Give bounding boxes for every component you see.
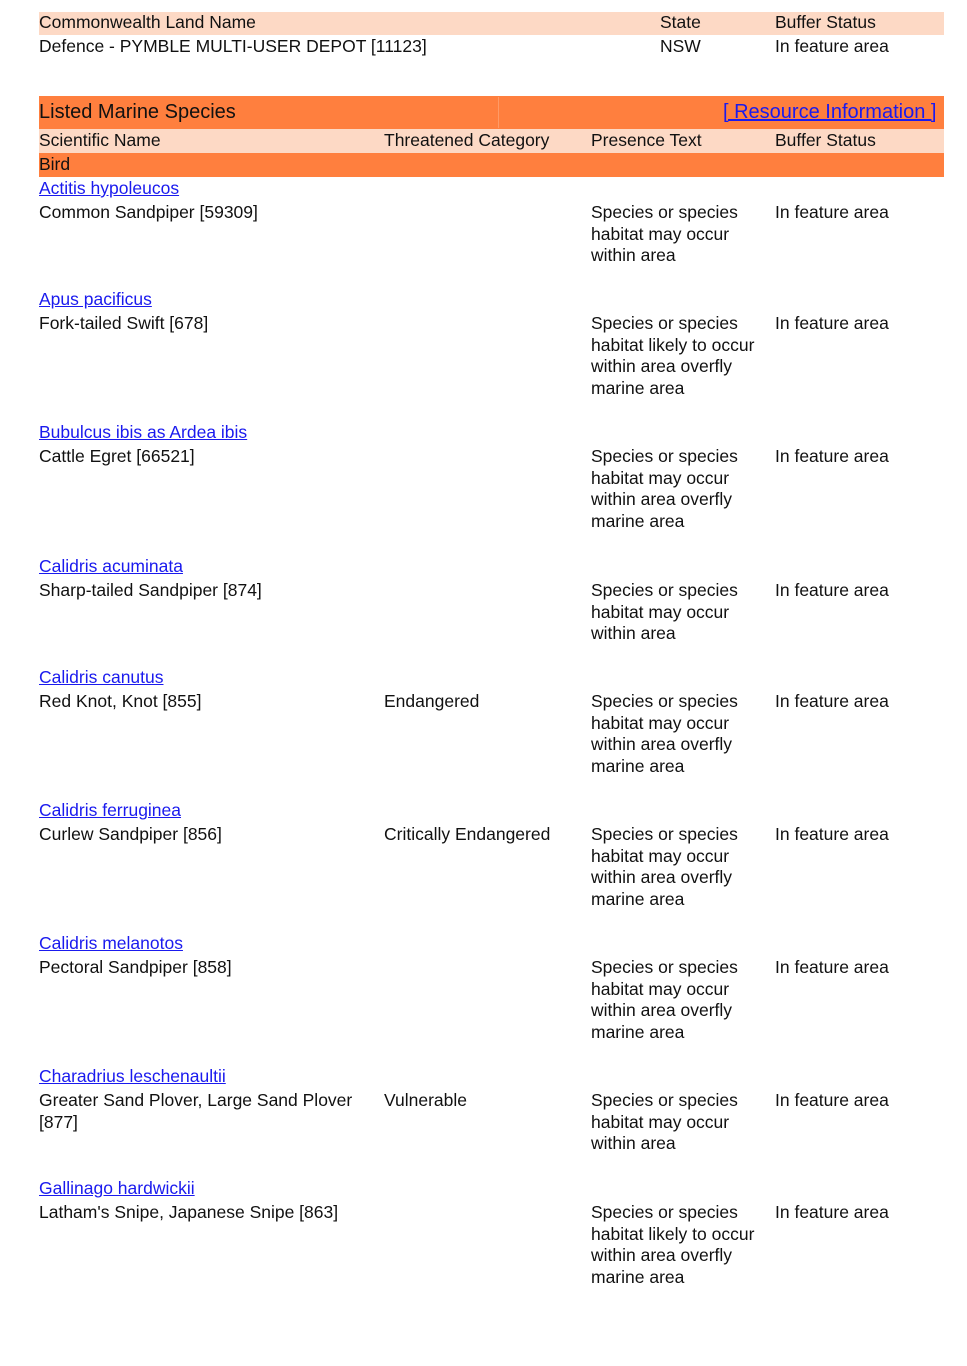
- species-threatened-category: Critically Endangered: [384, 824, 551, 844]
- species-common-name: Pectoral Sandpiper [858]: [39, 957, 232, 977]
- species-presence-text: Species or species habitat may occur within area: [591, 202, 738, 265]
- species-presence-text: Species or species habitat may occur within area overfly marine area: [591, 957, 738, 1042]
- species-presence-text: Species or species habitat may occur within area: [591, 1090, 738, 1153]
- species-presence-text: Species or species habitat likely to occur within area overfly marine area: [591, 1202, 755, 1287]
- land-row-state: NSW: [660, 36, 701, 56]
- species-scientific-name-link[interactable]: Calidris melanotos: [39, 933, 183, 953]
- species-scientific-name-link[interactable]: Gallinago hardwickii: [39, 1178, 195, 1198]
- group-label-bird: Bird: [39, 154, 71, 174]
- species-threatened-category: Vulnerable: [384, 1090, 468, 1110]
- species-common-name: Greater Sand Plover, Large Sand Plover [877]: [39, 1090, 353, 1132]
- header-presence-text: Presence Text: [591, 130, 702, 150]
- species-presence-text: Species or species habitat may occur within area overfly marine area: [591, 691, 738, 776]
- header-buffer-status: Buffer Status: [775, 130, 876, 150]
- species-buffer-status: In feature area: [775, 313, 889, 333]
- species-scientific-name-link[interactable]: Actitis hypoleucos: [39, 178, 180, 198]
- species-buffer-status: In feature area: [775, 580, 889, 600]
- species-presence-text: Species or species habitat may occur within area overfly marine area: [591, 824, 738, 909]
- species-scientific-name-link[interactable]: Bubulcus ibis as Ardea ibis: [39, 422, 248, 442]
- species-common-name: Cattle Egret [66521]: [39, 446, 195, 466]
- land-header-name: Commonwealth Land Name: [39, 12, 256, 32]
- species-common-name: Red Knot, Knot [855]: [39, 691, 202, 711]
- species-buffer-status: In feature area: [775, 691, 889, 711]
- species-common-name: Fork-tailed Swift [678]: [39, 313, 209, 333]
- species-buffer-status: In feature area: [775, 824, 889, 844]
- species-buffer-status: In feature area: [775, 1202, 889, 1222]
- species-presence-text: Species or species habitat likely to occur within area overfly marine area: [591, 313, 755, 398]
- species-threatened-category: Endangered: [384, 691, 480, 711]
- land-header-buffer: Buffer Status: [775, 12, 876, 32]
- species-scientific-name-link[interactable]: Apus pacificus: [39, 289, 152, 309]
- species-presence-text: Species or species habitat may occur within area overfly marine area: [591, 446, 738, 531]
- species-common-name: Latham's Snipe, Japanese Snipe [863]: [39, 1202, 339, 1222]
- species-buffer-status: In feature area: [775, 202, 889, 222]
- header-threatened-category: Threatened Category: [384, 130, 550, 150]
- species-common-name: Sharp-tailed Sandpiper [874]: [39, 580, 262, 600]
- species-scientific-name-link[interactable]: Calidris acuminata: [39, 556, 183, 576]
- species-scientific-name-link[interactable]: Charadrius leschenaultii: [39, 1066, 226, 1086]
- species-scientific-name-link[interactable]: Calidris canutus: [39, 667, 164, 687]
- land-header-state: State: [660, 12, 701, 32]
- resource-information-link[interactable]: [ Resource Information ]: [723, 101, 937, 123]
- marine-section-title: Listed Marine Species: [39, 101, 236, 123]
- title-band-divider: [498, 97, 499, 128]
- group-bird-band: [39, 153, 944, 177]
- land-row-buffer: In feature area: [775, 36, 889, 56]
- species-scientific-name-link[interactable]: Calidris ferruginea: [39, 800, 182, 820]
- land-row-name: Defence - PYMBLE MULTI-USER DEPOT [11123]: [39, 36, 427, 56]
- species-presence-text: Species or species habitat may occur within area: [591, 580, 738, 643]
- species-common-name: Curlew Sandpiper [856]: [39, 824, 222, 844]
- species-buffer-status: In feature area: [775, 446, 889, 466]
- species-buffer-status: In feature area: [775, 957, 889, 977]
- species-common-name: Common Sandpiper [59309]: [39, 202, 258, 222]
- species-buffer-status: In feature area: [775, 1090, 889, 1110]
- header-scientific-name: Scientific Name: [39, 130, 161, 150]
